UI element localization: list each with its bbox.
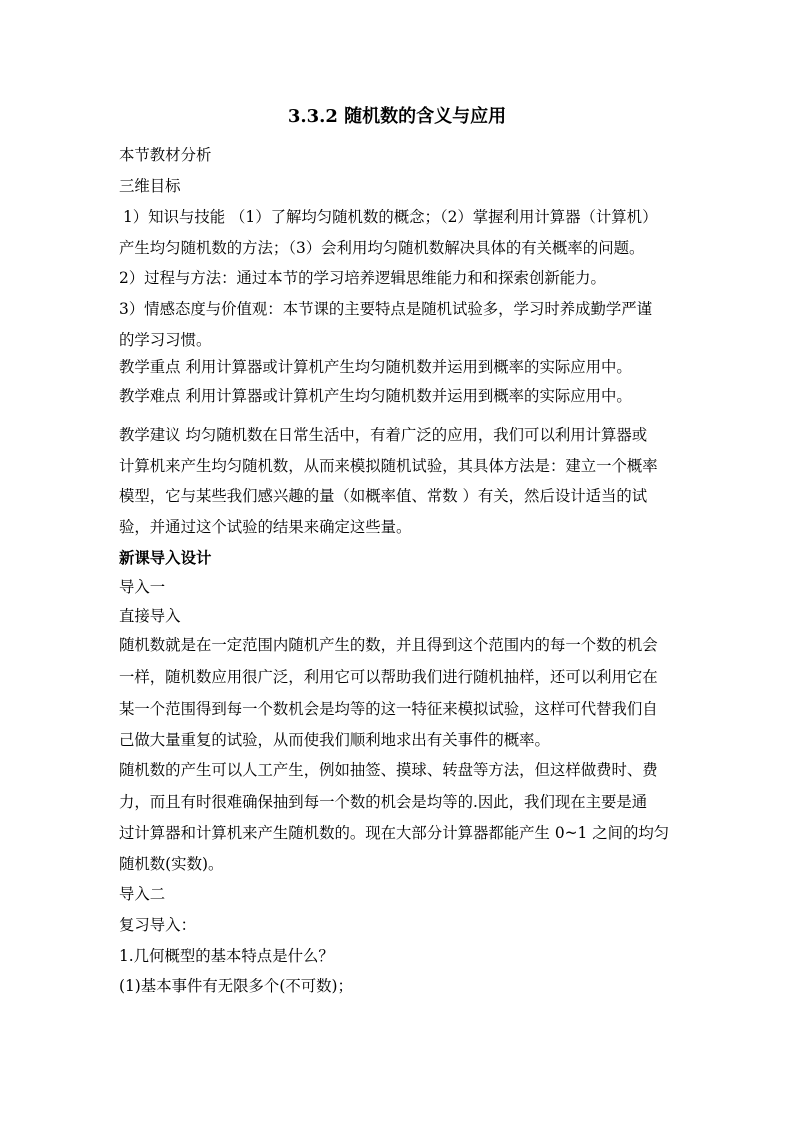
question-1: 1.几何概型的基本特点是什么？ <box>119 947 334 965</box>
objective-attitude-line-2: 的学习习惯。 <box>119 331 212 349</box>
objective-knowledge-line-1: 1）知识与技能 （1）了解均匀随机数的概念；（2）掌握利用计算器（计算机） <box>123 208 658 226</box>
intro-two-label: 导入二 <box>119 885 166 903</box>
review-intro-label: 复习导入： <box>119 916 196 934</box>
teaching-suggestion-line-4: 验，并通过这个试验的结果来确定这些量。 <box>119 518 412 536</box>
paragraph-1-line-4: 己做大量重复的试验，从而使我们顺利地求出有关事件的概率。 <box>119 731 550 749</box>
paragraph-2-line-3: 过计算器和计算机来产生随机数的。现在大部分计算器都能产生 0~1 之间的均匀 <box>119 824 670 842</box>
page-title: 3.3.2 随机数的含义与应用 <box>287 106 507 127</box>
teaching-suggestion-line-2: 计算机来产生均匀随机数，从而来模拟随机试验，其具体方法是：建立一个概率 <box>119 457 658 475</box>
paragraph-1-line-1: 随机数就是在一定范围内随机产生的数，并且得到这个范围内的每一个数的机会 <box>119 636 658 654</box>
teaching-suggestion-line-1: 教学建议 均匀随机数在日常生活中，有着广泛的应用，我们可以利用计算器或 <box>119 426 648 444</box>
intro-one-label: 导入一 <box>119 578 166 596</box>
objective-process: 2）过程与方法：通过本节的学习培养逻辑思维能力和和探索创新能力。 <box>119 269 606 287</box>
answer-1-item-1: (1)基本事件有无限多个(不可数)； <box>119 977 353 995</box>
paragraph-2-line-2: 力，而且有时很难确保抽到每一个数的机会是均等的.因此，我们现在主要是通 <box>119 793 648 811</box>
paragraph-1-line-3: 某一个范围得到每一个数机会是均等的这一特征来模拟试验，这样可代替我们自 <box>119 700 658 718</box>
objective-knowledge-line-2: 产生均匀随机数的方法；（3）会利用均匀随机数解决具体的有关概率的问题。 <box>119 239 645 257</box>
paragraph-2-line-4: 随机数(实数)。 <box>119 855 224 873</box>
paragraph-1-line-2: 一样，随机数应用很广泛，利用它可以帮助我们进行随机抽样，还可以利用它在 <box>119 668 658 686</box>
paragraph-2-line-1: 随机数的产生可以人工产生，例如抽签、摸球、转盘等方法，但这样做费时、费 <box>119 761 658 779</box>
objective-attitude-line-1: 3）情感态度与价值观：本节课的主要特点是随机试验多，学习时养成勤学严谨 <box>119 300 653 318</box>
section-heading-lesson-intro: 新课导入设计 <box>119 549 212 567</box>
section-heading-analysis: 本节教材分析 <box>119 146 212 164</box>
teaching-difficulty: 教学难点 利用计算器或计算机产生均匀随机数并运用到概率的实际应用中。 <box>119 387 632 405</box>
teaching-suggestion-line-3: 模型，它与某些我们感兴趣的量（如概率值、常数 ）有关，然后设计适当的试 <box>119 487 648 505</box>
teaching-focus: 教学重点 利用计算器或计算机产生均匀随机数并运用到概率的实际应用中。 <box>119 358 632 376</box>
subheading-objectives: 三维目标 <box>119 177 181 195</box>
intro-direct-label: 直接导入 <box>119 607 181 625</box>
